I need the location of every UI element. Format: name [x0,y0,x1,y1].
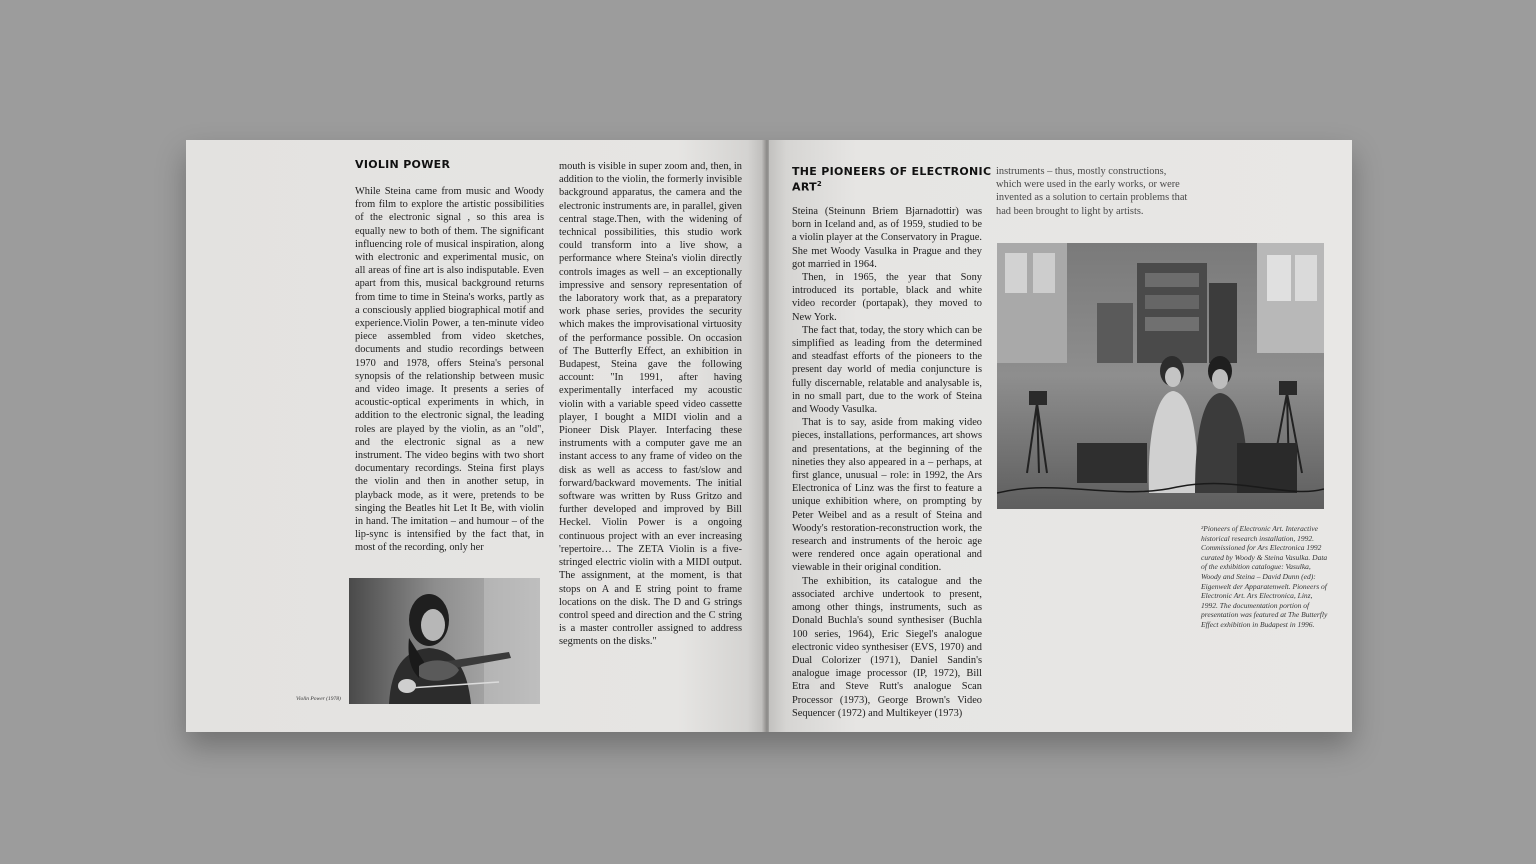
paragraph: The fact that, today, the story which can be simplified as leading from the determined and steadfast efforts of the pioneers to the present day world of media conjuncture is fully discernable, relatable and analysable is, in no small part, due to the work of Steina and Woody Vasulka. [792,324,982,416]
footnote-text: ²Pioneers of Electronic Art. Interactive historical research installation, 1992. Commissioned for Ars Electronica 1992 curated by Woody & Steina Vasulka. Data of the exhibition catalogue: Vasulka, Woody and Steina – David Dunn (ed): Eigenwelt der Apparatenwelt. Pioneers of Electronic Art. Ars Electronica, Linz, 1992. The documentation portion of presentation was featured at The Butterfly Effect exhibition in Budapest in 1996. [1201,524,1328,629]
violin-player-photo [349,578,540,704]
paragraph: That is to say, aside from making video pieces, installations, performances, art shows and presentations, at the beginning of the nineties they also appeared in a – perhaps, at first glance, unusual – role: in 1992, the Ars Electronica of Linz was the first to feature a unique exhibition where, on prompting by Peter Weibel and as a result of Steina and Woody's restoration-reconstruction work, the research and instruments of the heroic age were rendered once again operational and viewable in their original condition. [792,417,982,574]
left-page-column-2 [559,160,742,649]
photo-caption: Violin Power (1978) [296,696,341,702]
paragraph: The exhibition, its catalogue and the associated archive undertook to present, among other things, instruments, such as Donald Buchla's sound synthesiser (Buchla 100 series, 1964), Eric Siegel's analogue electronic video synthesiser (EVS, 1970) and Dual Colorizer (1971), Daniel Sandin's analogue image processor (IP, 1972), Bill Etra and Steve Rutt's analogue Scan Processor (1973), George Brown's Video Sequencer (1972) and Multikeyer (1973) [792,575,982,719]
section-heading-pioneers [792,165,992,194]
right-page [769,140,1352,732]
body-text: While Steina came from music and Woody from film to explore the artistic possibilities of the electronic signal , so this area is equally new to both of them. The significant influencing role of musical inspiration, along with electronic and experimental music, on all areas of fine art is also indisputable. Even apart from this, musical background returns from time to time in Steina's works, partly as a consciously applied biographical motif and experience.Violin Power, a ten-minute video piece assembled from video sketches, documents and studio recordings between 1970 and 1978, offers Steina's personal synopsis of the relationship between music and video image. It presents a series of acoustic-optical experiments in which, in addition to the electronic signal, the leading roles are played by the violin, as an "old", and the electronic signal as a new instrument. The video begins with two short documentary recordings. Steina first plays the violin and then in another setup, in playback mode, as it were, pretends to be singing the Beatles hit Let It Be, with violin in hand. The imitation – and humour – of the lip-sync is intensified by the fact that, in most of the recording, only her [355,186,544,554]
paragraph: Steina (Steinunn Briem Bjarnadottir) was born in Iceland and, as of 1959, studied to be a violin player at the Conservatory in Prague. She met Woody Vasulka in Prague and they got married in 1964. [792,206,982,270]
left-page-column-1 [355,185,544,555]
open-booklet [186,140,1352,732]
right-page-column-2 [996,165,1192,218]
footnote-marker: 2 [816,180,823,188]
body-text: mouth is visible in super zoom and, then, in addition to the violin, the formerly invisible background apparatus, the camera and the electronic instruments are, in parallel, given central stage.Then, with the widening of technical possibilities, this studio work could transform into a live show, a performance where Steina's violin directly controls images as well – an exceptionally impressive and sensory representation of the laboratory work that, as a preparatory work phase series, provides the security which makes the improvisational virtuosity of the performance possible. On occasion of The Butterfly Effect, an exhibition in Budapest, Steina gave the following account: "In 1991, after having experimentally interfaced my acoustic violin with a variable speed video cassette player, I bought a MIDI violin and a Pioneer Disk Player. Interfacing these instruments with a computer gave me an instant access to any frame of video on the disk as well as access to fast/slow and forward/backward movements. The initial software was written by Russ Gritzo and further developed and improved by Bill Heckel. Violin Power is a ongoing continuous project with an ever increasing 'repertoire… The ZETA Violin is a five-stringed electric violin with a MIDI output. The assignment, at the moment, is that stops on A and E string point to frame locations on the disk. The D and G strings control speed and direction and the C string is a master controller assigned to address segments on the disks." [559,161,742,648]
footnote [1201,524,1329,630]
body-text: instruments – thus, mostly constructions, which were used in the early works, or were invented as a solution to certain problems that had been brought to light by artists. [996,166,1188,217]
heading-text: THE PIONEERS OF ELECTRONIC ART [792,165,992,194]
left-page [186,140,765,732]
right-page-column-1 [792,205,982,720]
studio-photo [997,243,1324,509]
paragraph: Then, in 1965, the year that Sony introduced its portable, black and white video recorder (portapak), they moved to New York. [792,272,982,323]
section-heading-violin-power: VIOLIN POWER [355,158,451,171]
